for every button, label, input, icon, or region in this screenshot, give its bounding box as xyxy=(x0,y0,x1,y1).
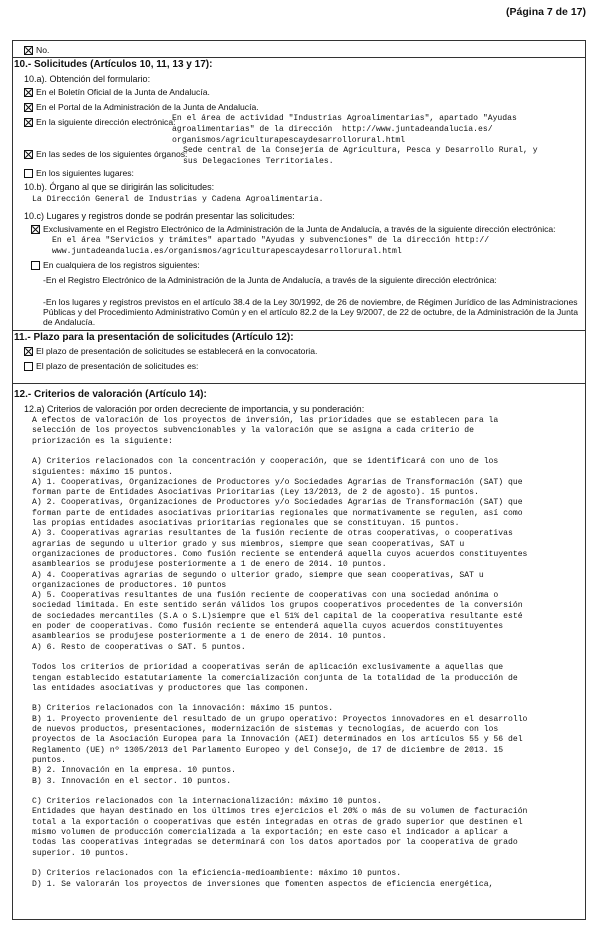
section-11-title: 11.- Plazo para la presentación de solicitudes (Artículo 12): xyxy=(14,332,294,343)
criteria-line: organizaciones de productores. Como fusión reciente se entenderá aquella cuyos acuerdos constituyentes xyxy=(32,549,528,559)
criteria-line: A) 3. Cooperativas agrarias resultantes de la fusión reciente de otras cooperativas, o cooperativas xyxy=(32,529,513,539)
criteria-line: de nuevos productos, presentaciones, modernización de sistemas y tecnologías, de acuerdo con los xyxy=(32,725,499,734)
criteria-line: D) Criterios relacionados con la eficiencia-medioambiente: máximo 10 puntos. xyxy=(32,869,402,879)
section-10b-label: 10.b). Órgano al que se dirigirán las solicitudes: xyxy=(24,182,215,192)
criteria-line: siguientes: máximo 15 puntos. xyxy=(32,467,173,477)
checkbox-lugares[interactable] xyxy=(24,169,33,178)
criteria-line: A efectos de valoración de los proyectos de inversión, las prioridades que se establecen para la xyxy=(32,416,499,425)
sub-option-lugares-3: de Andalucía. xyxy=(43,317,96,327)
criteria-line: B) 3. Innovación en el sector. 10 puntos. xyxy=(32,776,232,786)
section-12a-label: 12.a) Criterios de valoración por orden decreciente de importancia, y su ponderación: xyxy=(24,404,365,414)
checkbox-cualquier-registro[interactable] xyxy=(31,261,40,270)
sedes-text-1: Sede central de la Consejería de Agricultura, Pesca y Desarrollo Rural, y xyxy=(183,146,538,155)
option-cualquier-registro: En cualquiera de los registros siguientes: xyxy=(43,260,200,270)
option-web: En la siguiente dirección electrónica: xyxy=(36,117,176,127)
criteria-line: sociedad limitada. En este sentido serán válidos los grupos cooperativos procedentes de la conversión xyxy=(32,601,523,611)
criteria-line: en poder de cooperativas. Como fusión reciente se entenderá aquella cuyos acuerdos constituyentes xyxy=(32,622,504,631)
criteria-line: tengan establecido estatutariamente la comercialización conjunta de la totalidad de la producción de xyxy=(32,673,518,683)
criteria-line: A) 2. Cooperativas, Organizaciones de Productores y/o Sociedades Agrarias de Transformación (SAT) que xyxy=(32,498,523,508)
criteria-line: Todos los criterios de prioridad a cooperativas serán de aplicación exclusivamente a aquellas que xyxy=(32,663,504,673)
checkbox-plazo-convocatoria[interactable] xyxy=(24,347,33,356)
registro-text-2: www.juntadeandalucia.es/organismos/agriculturapescaydesarrollorural.html xyxy=(52,247,402,256)
criteria-line: las entidades asociativas y productores que las componen. xyxy=(32,683,309,693)
criteria-line: B) 1. Proyecto proveniente del resultado de un grupo operativo: Proyectos innovadores en el desarrollo xyxy=(32,714,528,724)
web-text-1: En el área de actividad "Industrias Agroalimentarias", apartado "Ayudas xyxy=(172,114,517,123)
section-10b-text: La Dirección General de Industrias y Cadena Agroalimentaria. xyxy=(32,195,324,204)
sub-option-lugares-2: Públicas y del Procedimiento Administrativo Común y en el artículo 82.2 de la Ley 9/2007, de 22 de octubre, de la Administración de la Junta xyxy=(43,307,579,317)
sedes-text-2: sus Delegaciones Territoriales. xyxy=(183,157,334,166)
option-portal: En el Portal de la Administración de la Junta de Andalucía. xyxy=(36,102,259,112)
criteria-line: forman parte de entidades asociativas prioritarias regionales que normativamente se regulen, así como xyxy=(32,508,523,518)
criteria-line: A) 4. Cooperativas agrarias de segundo o ulterior grado, siempre que sean cooperativas, SAT u xyxy=(32,570,484,580)
criteria-line: Entidades que hayan destinado en los últimos tres ejercicios el 20% o más de su volumen de facturación xyxy=(32,807,528,817)
divider xyxy=(12,330,586,331)
criteria-line: A) 5. Cooperativas resultantes de una fusión reciente de cooperativas con una sociedad anónima o xyxy=(32,591,499,601)
criteria-line: mismo volumen de producción comercializada a la exportación; en este caso el indicador a aplicar a xyxy=(32,828,508,837)
option-sedes: En las sedes de los siguientes órganos: xyxy=(36,149,188,159)
option-lugares: En los siguientes lugares: xyxy=(36,168,134,178)
criteria-line: B) 2. Innovación en la empresa. 10 puntos. xyxy=(32,766,236,776)
divider xyxy=(12,383,586,384)
criteria-line: puntos. xyxy=(32,755,66,765)
registro-text-1: En el área "Servicios y trámites" apartado "Ayudas y subvenciones" de la dirección http:// xyxy=(52,236,490,245)
checkbox-registro-electronico[interactable] xyxy=(31,225,40,234)
section-10a-label: 10.a). Obtención del formulario: xyxy=(24,74,151,84)
sub-option-registro-electronico: -En el Registro Electrónico de la Administración de la Junta de Andalucía, a través de la siguiente dirección electrónica: xyxy=(43,275,497,285)
criteria-line: B) Criterios relacionados con la innovación: máximo 15 puntos. xyxy=(32,704,334,714)
web-text-3: organismos/agriculturapescaydesarrollorural.html xyxy=(172,136,406,145)
criteria-line: asamblearios se produjese posteriormente a 1 de enero de 2014. 10 puntos. xyxy=(32,560,387,570)
option-no-label: No. xyxy=(36,45,50,55)
criteria-line: Reglamento (UE) nº 1305/2013 del Parlamento Europeo y del Consejo, de 17 de diciembre de 2013. 15 xyxy=(32,745,504,755)
criteria-line: forman parte de Entidades Asociativas Prioritarias (Ley 13/2013, de 2 de agosto). 15 puntos. xyxy=(32,488,479,498)
criteria-line: superior. 10 puntos. xyxy=(32,848,130,858)
checkbox-web[interactable] xyxy=(24,118,33,127)
criteria-line: A) 1. Cooperativas, Organizaciones de Productores y/o Sociedades Agrarias de Transformación (SAT) que xyxy=(32,477,523,487)
checkbox-no[interactable] xyxy=(24,46,33,55)
section-10-title: 10.- Solicitudes (Artículos 10, 11, 13 y 17): xyxy=(14,59,213,70)
option-plazo-convocatoria: El plazo de presentación de solicitudes se establecerá en la convocatoria. xyxy=(36,346,318,356)
option-plazo-es: El plazo de presentación de solicitudes es: xyxy=(36,361,199,371)
page-number: (Página 7 de 17) xyxy=(506,6,586,18)
criteria-line: A) 6. Resto de cooperativas o SAT. 5 puntos. xyxy=(32,642,246,652)
checkbox-sedes[interactable] xyxy=(24,150,33,159)
criteria-line: C) Criterios relacionados con la internacionalización: máximo 10 puntos. xyxy=(32,797,382,807)
sub-option-lugares-1: -En los lugares y registros previstos en el artículo 38.4 de la Ley 30/1992, de 26 de noviembre, de Régimen Jurídico de las Administraciones xyxy=(43,297,578,307)
criteria-line: organizaciones de productores. 10 puntos xyxy=(32,580,227,590)
criteria-line: proyectos de la Asociación Europea para la Innovación (AEI) determinados en los artículos 55 y 56 del xyxy=(32,735,523,745)
option-boja: En el Boletín Oficial de la Junta de Andalucía. xyxy=(36,87,210,97)
criteria-line: selección de los proyectos subvencionables y la valoración que se asigna a cada criterio de xyxy=(32,426,474,436)
criteria-line: las propias entidades asociativas prioritarias regionales que se constituyan. 15 puntos. xyxy=(32,519,460,528)
criteria-line: priorización es la siguiente: xyxy=(32,436,173,446)
criteria-line: de sociedades mercantiles (S.A o S.L)siempre que el 51% del capital de la cooperativa resultante esté xyxy=(32,611,523,621)
section-12-title: 12.- Criterios de valoración (Artículo 14): xyxy=(14,389,207,400)
section-10c-label: 10.c) Lugares y registros donde se podrán presentar las solicitudes: xyxy=(24,211,295,221)
criteria-line: agrarias de segundo u ulterior grado y sus miembros, siempre que sean cooperativas, SAT u xyxy=(32,539,465,549)
checkbox-plazo-es[interactable] xyxy=(24,362,33,371)
checkbox-boja[interactable] xyxy=(24,88,33,97)
criteria-line: D) 1. Se valorarán los proyectos de inversiones que fomenten aspectos de eficiencia energética, xyxy=(32,879,494,889)
criteria-line: A) Criterios relacionados con la concentración y cooperación, que se identificará con uno de los xyxy=(32,457,499,467)
divider xyxy=(12,57,586,58)
checkbox-portal[interactable] xyxy=(24,103,33,112)
criteria-line: asamblearios se produjese posteriormente a 1 de enero de 2014. 10 puntos. xyxy=(32,632,387,642)
web-text-2: agroalimentarias" de la dirección http://www.juntadeandalucia.es/ xyxy=(172,125,493,134)
option-registro-electronico: Exclusivamente en el Registro Electrónico de la Administración de la Junta de Andalucía, a través de la siguiente dirección electrónica: xyxy=(43,224,556,234)
criteria-line: total a la exportación o cooperativas que estén integradas en otras de grado superior que destinen el xyxy=(32,817,523,827)
criteria-line: todas las cooperativas integradas se determinará con los datos aportados por la cooperativa de grado xyxy=(32,838,518,848)
